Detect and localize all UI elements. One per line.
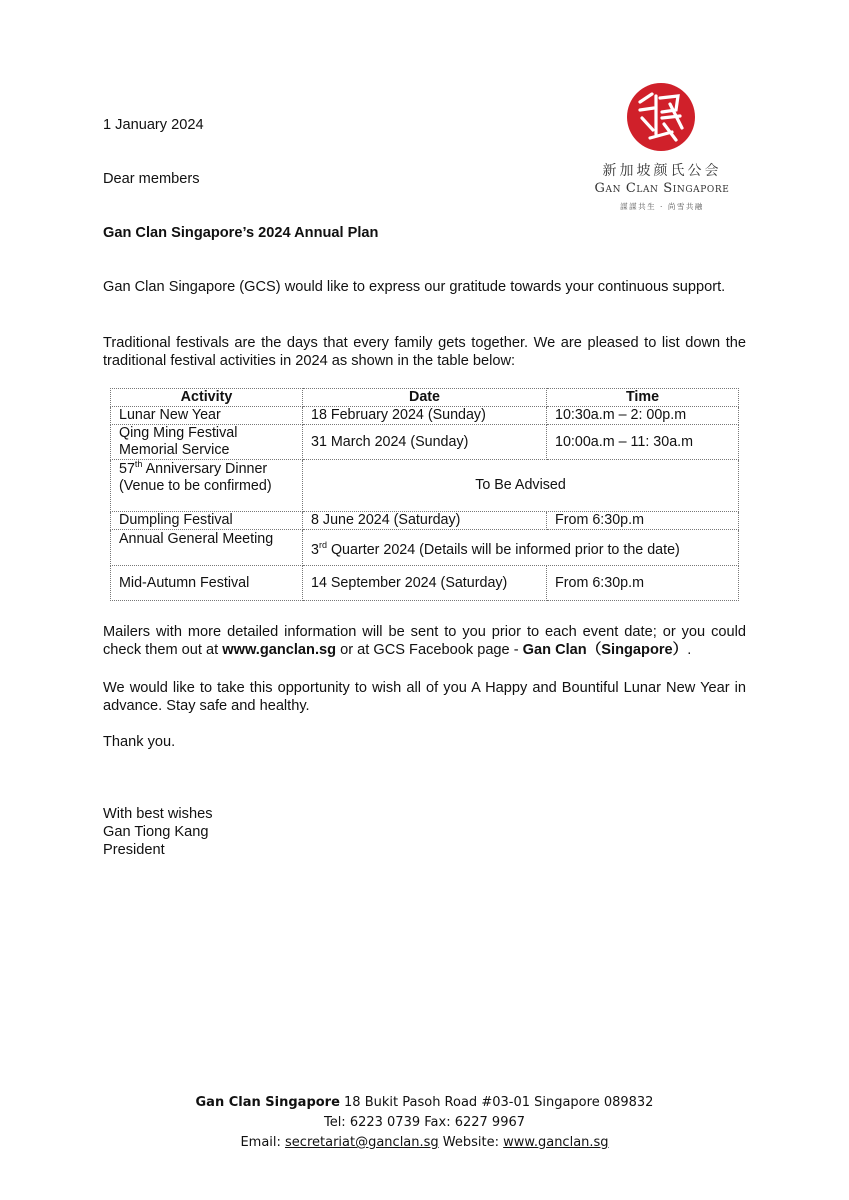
footer-address: 18 Bukit Pasoh Road #03-01 Singapore 089832 <box>339 1095 654 1110</box>
paragraph-mailers <box>103 623 746 659</box>
logo-chinese-name: 新加坡颜氏公会 <box>602 163 722 179</box>
time-cell: 10:00a.m – 11: 30a.m <box>547 425 739 460</box>
activity-line: Anniversary Dinner <box>142 461 268 477</box>
anniversary-number: 57 <box>119 461 135 477</box>
column-header-time: Time <box>547 389 739 407</box>
letter-date: 1 January 2024 <box>103 117 204 133</box>
merged-status-cell: To Be Advised <box>303 460 739 512</box>
quarter-number: 3 <box>311 542 319 558</box>
footer-org-name: Gan Clan Singapore <box>195 1095 340 1110</box>
table-header-row <box>111 389 739 407</box>
letter-footer <box>0 1093 849 1153</box>
table-row <box>111 566 739 601</box>
activity-cell: Mid-Autumn Festival <box>111 566 303 601</box>
facebook-page-link[interactable]: Gan Clan（Singapore） <box>522 642 688 658</box>
clan-seal-icon <box>626 82 696 152</box>
table-row <box>111 425 739 460</box>
merged-text: Quarter 2024 (Details will be informed prior to the date) <box>326 542 680 558</box>
paragraph-festivals-intro: Traditional festivals are the days that every family gets together. We are pleased to list down the traditional festival activities in 2024 as shown in the table below: <box>103 335 746 369</box>
clan-logo <box>586 82 738 212</box>
ordinal-suffix: th <box>134 459 143 470</box>
activity-cell <box>111 425 303 460</box>
table-row <box>111 512 739 530</box>
ordinal-suffix: rd <box>318 540 327 551</box>
date-cell: 14 September 2024 (Saturday) <box>303 566 547 601</box>
website-link[interactable]: www.ganclan.sg <box>222 642 337 658</box>
email-label: Email: <box>240 1135 286 1150</box>
column-header-activity: Activity <box>111 389 303 407</box>
email-link[interactable]: secretariat@ganclan.sg <box>285 1135 439 1150</box>
date-cell: 18 February 2024 (Sunday) <box>303 407 547 425</box>
date-cell: 31 March 2024 (Sunday) <box>303 425 547 460</box>
logo-english-name: Gan Clan Singapore <box>594 181 730 196</box>
thanks-line: Thank you. <box>103 734 176 750</box>
mailers-text: . <box>687 642 692 658</box>
column-header-date: Date <box>303 389 547 407</box>
date-cell: 8 June 2024 (Saturday) <box>303 512 547 530</box>
activity-cell <box>111 460 303 512</box>
activity-line: (Venue to be confirmed) <box>119 478 272 494</box>
merged-date-cell <box>303 530 739 566</box>
paragraph-gratitude: Gan Clan Singapore (GCS) would like to express our gratitude towards your continuous support. <box>103 279 726 295</box>
paragraph-wishes: We would like to take this opportunity to wish all of you A Happy and Bountiful Lunar New Year in advance. Stay safe and healthy. <box>103 680 746 714</box>
closing-line: With best wishes <box>103 806 213 822</box>
activity-cell: Lunar New Year <box>111 407 303 425</box>
table-row <box>111 530 739 566</box>
activity-line: Memorial Service <box>119 442 230 458</box>
activity-line: Qing Ming Festival <box>119 425 238 441</box>
time-cell: 10:30a.m – 2: 00p.m <box>547 407 739 425</box>
signer-title: President <box>103 842 165 858</box>
footer-address-line <box>0 1093 849 1113</box>
table-row <box>111 407 739 425</box>
salutation: Dear members <box>103 171 200 187</box>
logo-motto: 謀謀共生 · 尚雪共融 <box>620 202 704 211</box>
mailers-text: Mailers with more detailed information will be sent to you prior to each event date; or you could check them out at <box>103 624 746 658</box>
letter-subject: Gan Clan Singapore’s 2024 Annual Plan <box>103 225 379 241</box>
footer-contact-line <box>0 1133 849 1153</box>
website-label: Website: <box>438 1135 504 1150</box>
mailers-text: or at GCS Facebook page - <box>336 642 523 658</box>
time-cell: From 6:30p.m <box>547 512 739 530</box>
time-cell: From 6:30p.m <box>547 566 739 601</box>
table-row <box>111 460 739 512</box>
activity-cell: Dumpling Festival <box>111 512 303 530</box>
footer-website-link[interactable]: www.ganclan.sg <box>503 1135 609 1150</box>
activity-cell: Annual General Meeting <box>111 530 303 566</box>
footer-phone-line: Tel: 6223 0739 Fax: 6227 9967 <box>323 1115 526 1130</box>
signer-name: Gan Tiong Kang <box>103 824 209 840</box>
festival-activities-table <box>110 388 739 601</box>
